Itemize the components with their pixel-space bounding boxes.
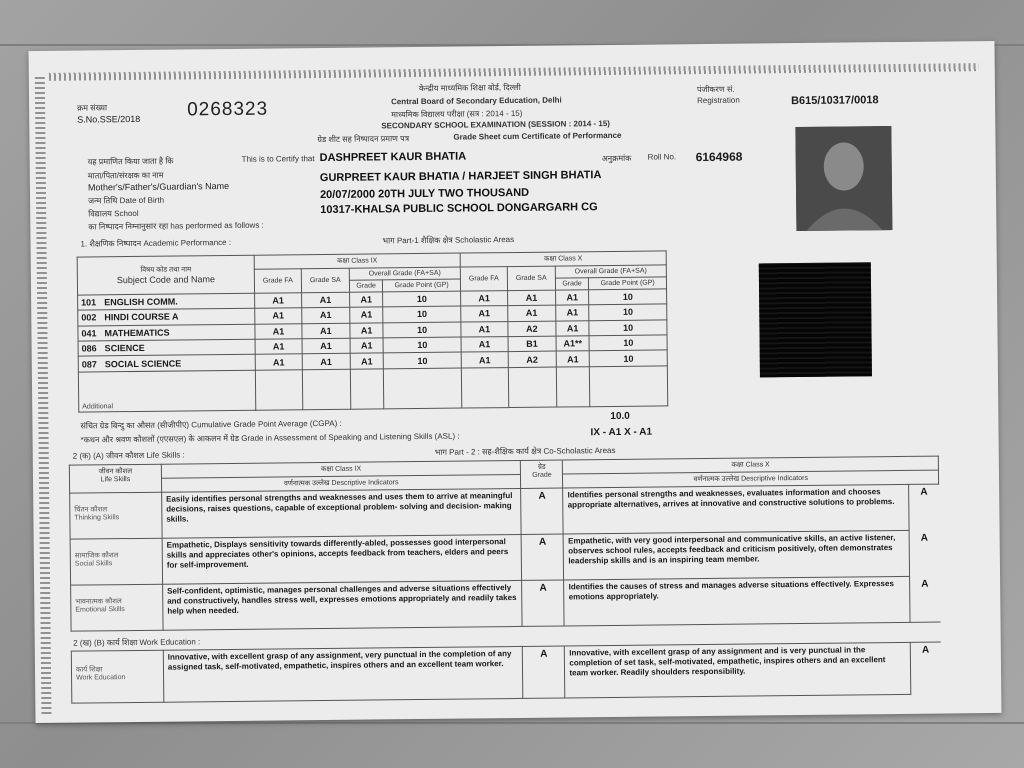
additional-label: Additional — [78, 370, 255, 412]
subject-name: SCIENCE — [104, 343, 145, 354]
decorative-border-top — [49, 63, 979, 81]
scholastic-table — [77, 250, 669, 412]
life-skill-desc-ix: Self-confident, optimistic, manages personal challenges and adverse situations effectively and constructively, handles stress well, expresses emotions appropriately and readily takes help when needed. — [163, 580, 523, 630]
performed-label-en: has performed as follows : — [170, 220, 264, 231]
life-skill-desc-ix: Empathetic, Displays sensitivity towards differently-abled, possesses good interpersonal skills and appreciates other's opinions, accepts feedback from teachers, elders and peers for self-improvement. — [162, 534, 522, 584]
subject-name: HINDI COURSE A — [104, 311, 179, 323]
person-photo-icon — [795, 126, 892, 231]
life-skill-en: Emotional Skills — [75, 606, 125, 614]
ix-gp-header: Grade Point (GP) — [383, 279, 461, 292]
roll-label: Roll No. — [647, 152, 677, 162]
life-skill-hi: चिंतन कौशल — [74, 506, 108, 514]
x-overall-header: Overall Grade (FA+SA) — [555, 265, 666, 278]
subject-column-header — [77, 255, 254, 295]
roll-number: 6164968 — [695, 149, 743, 165]
work-education-row — [71, 642, 940, 703]
life-skill-cell — [71, 584, 163, 631]
co-grade-en: Grade — [532, 471, 552, 479]
work-desc-ix: Innovative, with excellent grasp of any assignment, very punctual in the completion of any assigned task, self-motivated, empathetic, inspires others and an excellent team worker. — [163, 646, 523, 702]
x-fa-header: Grade FA — [460, 267, 507, 291]
work-grade-x: A — [921, 644, 930, 656]
x-grade-header: Grade — [555, 278, 589, 290]
empty-cell — [384, 368, 462, 409]
x-sa-header: Grade SA — [507, 266, 555, 290]
grade-cell: A1 — [461, 352, 508, 368]
grade-cell: A1 — [255, 354, 302, 370]
grade-cell: A1 — [556, 351, 590, 367]
class-ix-header: कक्षा Class IX — [254, 253, 460, 269]
subject-name: MATHEMATICS — [104, 327, 170, 339]
serial-label: S.No.SSE/2018 — [77, 113, 141, 125]
subject-col-hi: विषय कोड तथा नाम — [140, 266, 192, 274]
school-label-hi: विद्यालय — [88, 209, 112, 219]
asl-value: IX - A1 X - A1 — [590, 426, 653, 439]
life-skill-hi: भावनात्मक कौशल — [75, 598, 122, 606]
grade-cell: A1 — [302, 307, 350, 323]
life-skill-cell — [70, 538, 162, 585]
floor-tile-line — [0, 722, 1024, 724]
grade-cell: A1 — [301, 292, 349, 308]
ix-sa-header: Grade SA — [301, 268, 349, 292]
life-skill-rows — [70, 484, 940, 631]
exam-name: SECONDARY SCHOOL EXAMINATION (SESSION : 2014 - 15) — [381, 118, 610, 131]
life-skills-heading: 2 (क) (A) जीवन कौशल Life Skills : — [72, 450, 185, 461]
subject-code: 087 — [81, 358, 97, 370]
work-skill-en: Work Education — [76, 674, 126, 682]
registration-number: B615/10317/0018 — [791, 94, 879, 108]
certify-label-hi: यह प्रमाणित किया जाता है कि — [87, 156, 174, 167]
board-name-hi: केन्द्रीय माध्यमिक शिक्षा बोर्ड, दिल्ली — [418, 82, 521, 93]
grade-cell: A1 — [461, 321, 508, 337]
life-skill-grade-ix: A — [521, 488, 563, 534]
grade-cell: A1 — [555, 290, 589, 306]
student-photo — [795, 126, 892, 231]
life-skill-grade-ix: A — [522, 534, 564, 580]
parents-names: GURPREET KAUR BHATIA / HARJEET SINGH BHATIA — [319, 169, 602, 185]
subject-name-cell — [78, 355, 255, 372]
grade-cell: A1 — [461, 337, 508, 353]
serial-number: 0268323 — [187, 98, 269, 121]
asl-label: *कथन और श्रवण कौशलों (एएसएल) के आकलन में ग्रेड Grade in Assessment of Speaking and Listening Skills (ASL) : — [80, 431, 460, 445]
decorative-border-left — [35, 77, 52, 717]
school-label — [88, 208, 139, 220]
empty-cell — [461, 367, 508, 408]
performed-label-hi: का निष्पादन निम्नानुसार रहा — [88, 221, 169, 232]
grade-cell: A1** — [556, 336, 590, 352]
grade-cell: 10 — [384, 352, 462, 368]
grade-cell: 10 — [383, 291, 461, 307]
dob-label-hi: जन्म तिथि — [88, 196, 118, 206]
life-skill-col-header — [69, 464, 161, 493]
co-class-ix-header: कक्षा Class IX — [161, 460, 521, 478]
subject-col-en: Subject Code and Name — [116, 274, 215, 286]
registration-label: Registration — [697, 95, 740, 106]
subject-name-cell — [78, 324, 255, 341]
grade-cell: A1 — [302, 354, 350, 370]
life-skill-hi: सामाजिक कौशल — [74, 552, 119, 560]
life-skill-desc-x: Identifies personal strengths and weaknesses, evaluates information and chooses appropriate alternatives, arrives at innovative and constructive solutions to problems. — [563, 484, 909, 534]
grade-cell: A1 — [255, 293, 302, 309]
empty-cell — [556, 366, 590, 407]
grade-cell: A1 — [255, 339, 302, 355]
life-skill-grade-x: A — [920, 532, 929, 544]
subject-code: 002 — [81, 312, 97, 323]
life-skill-cell — [70, 492, 162, 539]
grade-cell: A1 — [255, 308, 302, 324]
cgpa-label: संचित ग्रेड बिन्दु का औसत (सीजीपीए) Cumulative Grade Point Average (CGPA) : — [80, 418, 342, 431]
grade-cell: 10 — [589, 304, 667, 320]
life-skill-en: Social Skills — [74, 560, 113, 568]
grade-cell: A1 — [302, 338, 350, 354]
dob-label-en: Date of Birth — [119, 195, 165, 206]
co-grade-header — [521, 460, 563, 488]
subject-name: ENGLISH COMM. — [104, 296, 178, 308]
sheet-title: Grade Sheet cum Certificate of Performance — [453, 130, 622, 142]
grade-cell: A2 — [508, 351, 556, 367]
ix-fa-header: Grade FA — [254, 269, 301, 293]
performed-label — [88, 220, 263, 233]
grade-cell: 10 — [383, 322, 461, 338]
cgpa-value: 10.0 — [610, 410, 630, 423]
roll-label-hi: अनुक्रमांक — [601, 153, 632, 164]
life-skill-en: Thinking Skills — [74, 514, 120, 522]
serial-label-hi: क्रम संख्या — [77, 103, 108, 113]
life-skill-desc-x: Empathetic, with very good interpersonal and communicative skills, an active listener, observes school rules, accepts feedback and criticism positively, often demonstrates leadership skills and is an inspiring team member. — [564, 530, 910, 580]
grade-cell: A1 — [507, 290, 555, 306]
school-name: 10317-KHALSA PUBLIC SCHOOL DONGARGARH CG — [320, 201, 598, 217]
grade-cell: A1 — [350, 322, 384, 338]
certify-label: This is to Certify that — [241, 154, 315, 164]
life-skill-grade-x: A — [920, 486, 928, 498]
work-skill-hi: कार्य शिक्षा — [75, 666, 103, 674]
grade-sheet-document — [29, 41, 1002, 723]
coscholastic-table — [69, 456, 941, 704]
exam-name-hi: माध्यमिक विद्यालय परीक्षा (सत्र : 2014 - 15) — [391, 108, 523, 120]
subject-code: 101 — [81, 297, 97, 308]
class-x-header: कक्षा Class X — [460, 251, 666, 267]
grade-cell: A1 — [350, 307, 384, 323]
coscholastic-part-title: भाग Part - 2 : सह-शैक्षिक कार्य क्षेत्र Co-Scholastic Areas — [434, 445, 616, 457]
empty-cell — [350, 369, 384, 410]
board-name: Central Board of Secondary Education, Delhi — [391, 95, 562, 107]
life-skill-col-en: Life Skills — [100, 476, 131, 484]
life-skill-col-hi: जीवन कौशल — [98, 468, 133, 476]
grade-cell: A1 — [302, 323, 350, 339]
grade-cell: 10 — [590, 350, 668, 366]
grade-cell: A1 — [350, 338, 384, 354]
grade-cell: 10 — [383, 306, 461, 322]
co-class-x-header: कक्षा Class X — [563, 456, 939, 474]
grade-cell: A1 — [556, 320, 590, 336]
subject-code: 041 — [81, 328, 97, 339]
grade-cell: 10 — [589, 320, 667, 336]
subject-code: 086 — [81, 343, 97, 354]
student-name: DASHPREET KAUR BHATIA — [319, 150, 467, 165]
subject-name-cell — [78, 293, 255, 310]
empty-cell — [302, 369, 350, 410]
qr-code — [759, 262, 872, 377]
grade-cell: A1 — [349, 292, 383, 308]
x-gp-header: Grade Point (GP) — [589, 277, 667, 290]
life-skill-grade-ix: A — [522, 580, 564, 626]
subject-name-cell — [78, 339, 255, 356]
grade-cell: A2 — [508, 321, 556, 337]
empty-cell — [590, 366, 668, 407]
parents-label: Mother's/Father's/Guardian's Name — [87, 180, 230, 193]
grade-cell: A1 — [461, 306, 508, 322]
grade-cell: A1 — [255, 323, 302, 339]
grade-cell: A1 — [556, 305, 590, 321]
scholastic-rows — [78, 289, 668, 372]
life-skill-desc-ix: Easily identifies personal strengths and weaknesses and uses them to arrive at meaningful decisions, raises questions, capable of exceptional problem- solving and decision- making skills. — [162, 488, 522, 538]
grade-cell: A1 — [461, 290, 508, 306]
sheet-title-hi: ग्रेड शीट सह निष्पादन प्रमाण पत्र — [317, 134, 410, 145]
life-skill-grade-x: A — [921, 578, 929, 590]
work-skill-cell — [71, 650, 163, 703]
subject-name: SOCIAL SCIENCE — [104, 358, 182, 369]
grade-cell: 10 — [589, 289, 667, 305]
grade-cell: 10 — [589, 335, 667, 351]
academic-heading: 1. शैक्षणिक निष्पादन Academic Performance : — [80, 237, 232, 249]
work-education-heading: 2 (ख) (B) कार्य शिक्षा Work Education : — [71, 622, 940, 651]
grade-cell: A1 — [350, 353, 384, 369]
subject-name-cell — [78, 308, 255, 325]
empty-cell — [508, 367, 556, 408]
scholastic-part-title: भाग Part-1 शैक्षिक क्षेत्र Scholastic Areas — [382, 235, 515, 246]
date-of-birth: 20/07/2000 20TH JULY TWO THOUSAND — [319, 186, 530, 202]
empty-cell — [255, 369, 302, 410]
work-desc-x: Innovative, with excellent grasp of any assignment and is very punctual in the completion of set task, self-motivated, empathetic, inspires others and an excellent team worker. Readily shoulders responsibility. — [565, 642, 911, 698]
grade-cell: A1 — [508, 305, 556, 321]
grade-cell: B1 — [508, 336, 556, 352]
life-skill-desc-x: Identifies the causes of stress and manages adverse situations effectively. Expresses emotions appropriately. — [564, 576, 910, 626]
registration-label-hi: पंजीकरण सं. — [696, 84, 735, 95]
parents-label-hi: माता/पिता/संरक्षक का नाम — [87, 170, 164, 181]
ix-overall-header: Overall Grade (FA+SA) — [349, 267, 460, 280]
grade-cell: 10 — [383, 337, 461, 353]
co-desc-x-header: वर्णनात्मक उल्लेख Descriptive Indicators — [563, 470, 939, 488]
ix-grade-header: Grade — [349, 280, 383, 292]
school-label-en: School — [114, 208, 139, 219]
dob-label — [88, 195, 164, 207]
co-desc-ix-header: वर्णनात्मक उल्लेख Descriptive Indicators — [161, 474, 521, 492]
co-grade-hi: ग्रेड — [537, 463, 546, 471]
work-grade-ix: A — [523, 646, 566, 698]
